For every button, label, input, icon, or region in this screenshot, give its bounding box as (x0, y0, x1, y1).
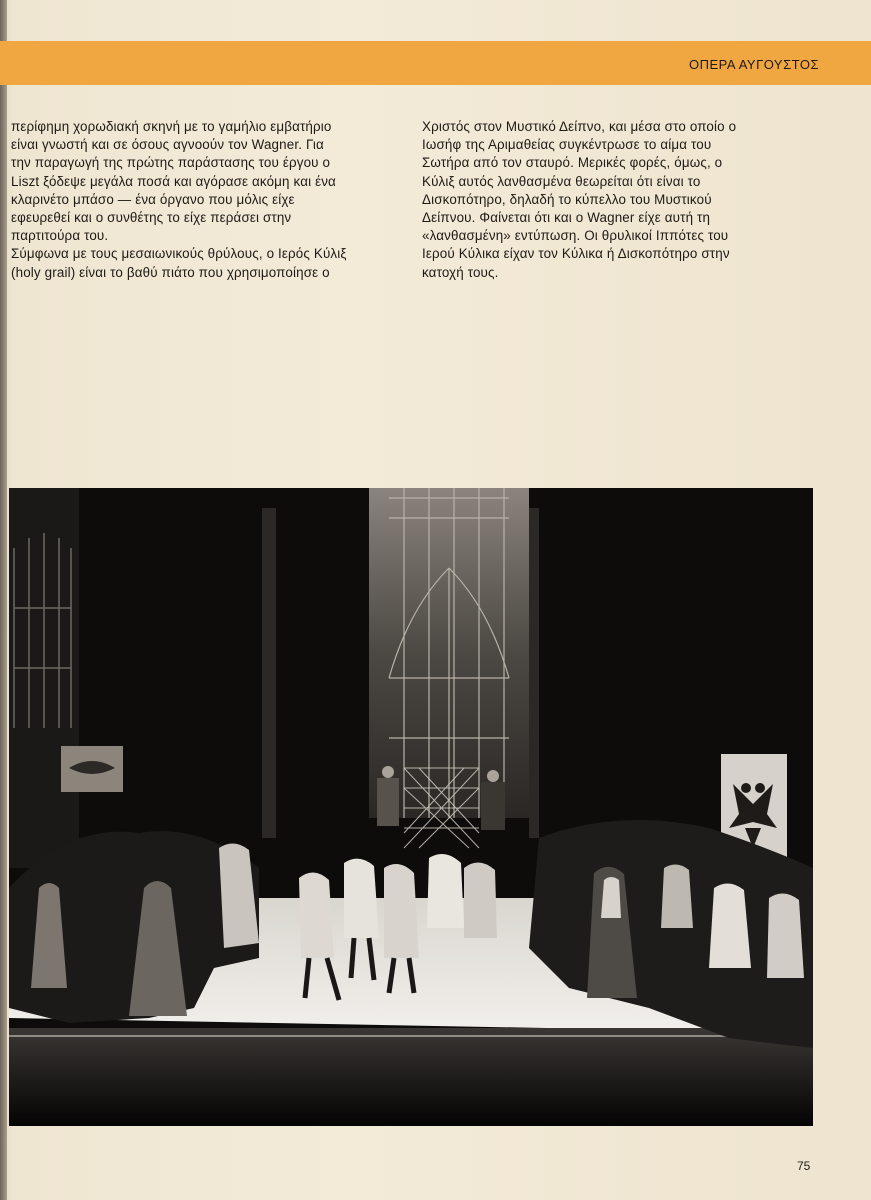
text-line: είναι γνωστή και σε όσους αγνοούν τον Wagner. Για (11, 137, 324, 153)
text-line: Δισκοπότηρο, δηλαδή το κύπελλο του Μυστικού (422, 191, 712, 207)
binding-edge (0, 0, 7, 1200)
page-number: 75 (797, 1159, 811, 1173)
text-line: Σωτήρα από τον σταυρό. Μερικές φορές, όμως, ο (422, 155, 723, 171)
section-header-band (0, 41, 871, 85)
article-column-left (11, 118, 386, 282)
text-line: περίφημη χορωδιακή σκηνή με το γαμήλιο εμβατήριο (11, 119, 332, 134)
text-line: κλαρινέτο μπάσο — ένα όργανο που μόλις είχε (11, 191, 295, 207)
opera-stage-photo (9, 488, 813, 1126)
text-line: την παραγωγή της πρώτης παράστασης του έργου ο (11, 155, 331, 171)
article-column-right (422, 118, 802, 282)
text-line: παρτιτούρα του. (11, 228, 109, 244)
text-line: Σύμφωνα με τους μεσαιωνικούς θρύλους, ο Ιερός Κύλιξ (11, 246, 347, 262)
text-line: Χριστός στον Μυστικό Δείπνο, και μέσα στο οποίο ο (422, 119, 737, 134)
section-title: ΟΠΕΡΑ ΑΥΓΟΥΣΤΟΣ (688, 57, 819, 72)
left-banner (61, 746, 123, 792)
text-line: «λανθασμένη» εντύπωση. Οι θρυλικοί Ιππότες του (422, 228, 729, 244)
orchestra-pit (9, 1028, 813, 1126)
text-line: Ιωσήφ της Αριμαθείας συγκέντρωσε το αίμα του (422, 137, 712, 153)
text-line: εφευρεθεί και ο συνθέτης το είχε περάσει στην (11, 210, 292, 226)
text-line: Κύλιξ αυτός λανθασμένα θεωρείται ότι είναι το (422, 173, 701, 189)
text-line: Ιερού Κύλικα είχαν τον Κύλικα ή Δισκοπότηρο στην (422, 246, 730, 262)
text-line: (holy grail) είναι το βαθύ πιάτο που χρησιμοποίησε ο (11, 264, 330, 280)
text-line: Δείπνου. Φαίνεται ότι και ο Wagner είχε αυτή τη (422, 210, 711, 226)
text-line: Liszt ξόδεψε μεγάλα ποσά και αγόρασε ακόμη και ένα (11, 173, 336, 189)
text-line: κατοχή τους. (422, 264, 499, 280)
